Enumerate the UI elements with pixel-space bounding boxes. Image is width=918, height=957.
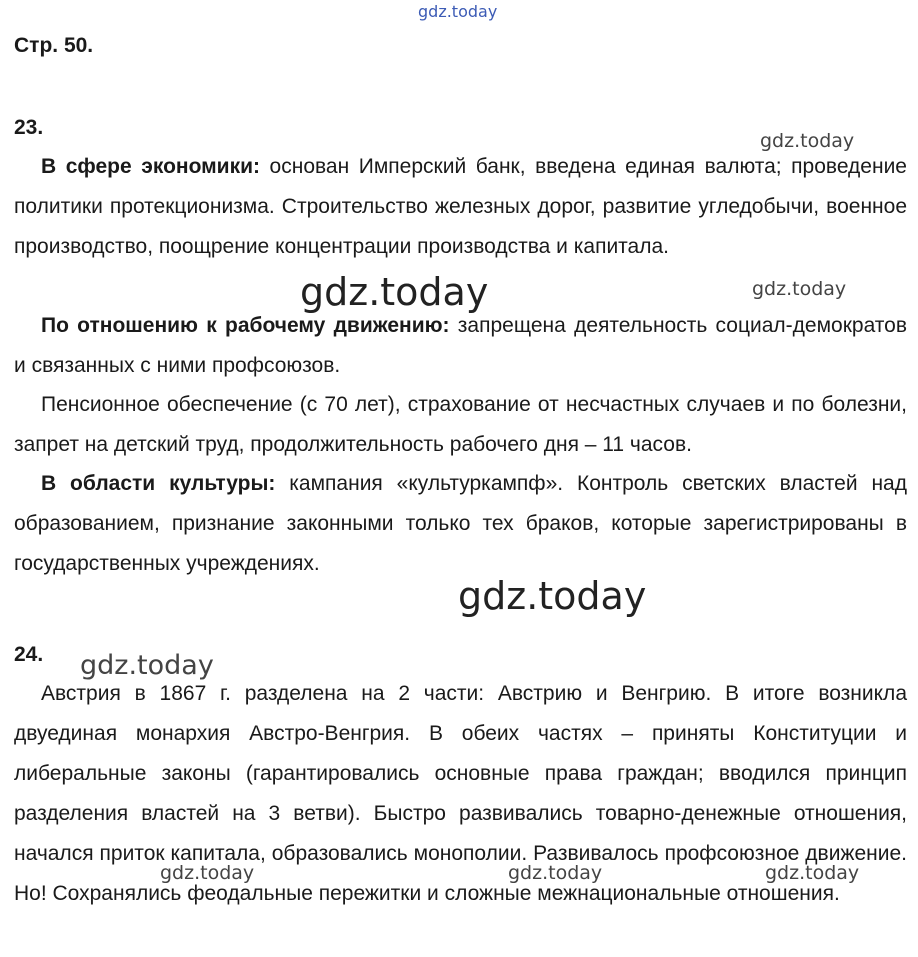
watermark: gdz.today [765, 862, 860, 884]
paragraph-text: кампания «культуркампф». Контроль светских властей над образованием, признание законными только тех браков, которые зарегистрированы в государственных учреждениях. [14, 472, 907, 575]
section-number-24: 24. [14, 643, 44, 666]
paragraph-economy [14, 147, 907, 267]
paragraph-text: запрещена деятельность социал-демократов и связанных с ними профсоюзов. [14, 314, 907, 377]
paragraph-heading: По отношению к рабочему движению: [41, 314, 450, 337]
page-label: Стр. 50. [14, 34, 94, 57]
watermark: gdz.today [508, 862, 603, 884]
watermark: gdz.today [80, 650, 214, 681]
paragraph-social [14, 385, 907, 465]
watermark: gdz.today [160, 862, 255, 884]
paragraph-heading: В сфере экономики: [41, 155, 260, 178]
paragraph-heading: В области культуры: [41, 472, 276, 495]
watermark: gdz.today [458, 574, 647, 618]
paragraph-culture [14, 464, 907, 584]
paragraph-text: Пенсионное обеспечение (с 70 лет), страхование от несчастных случаев и по болезни, запрет на детский труд, продолжительность рабочего дня – 11 часов. [14, 393, 907, 456]
watermark: gdz.today [760, 130, 855, 152]
watermark: gdz.today [752, 278, 847, 300]
paragraph-labor [14, 306, 907, 386]
watermark: gdz.today [300, 270, 489, 314]
section-number-23: 23. [14, 116, 44, 139]
paragraph-text: основан Имперский банк, введена единая валюта; проведение политики протекционизма. Строительство железных дорог, развитие угледобычи, военное производство, поощрение концентрации производства и капитала. [14, 155, 907, 258]
paragraph-text: Австрия в 1867 г. разделена на 2 части: Австрию и Венгрию. В итоге возникла двуединая монархия Австро-Венгрия. В обеих частях – приняты Конституции и либеральные законы (гарантировались основные права граждан; вводился принцип разделения властей на 3 ветви). Быстро развивались товарно-денежные отношения, начался приток капитала, образовались монополии. Развивалось профсоюзное движение. Но! Сохранялись феодальные пережитки и сложные межнациональные отношения. [14, 682, 907, 905]
watermark: gdz.today [418, 2, 498, 21]
